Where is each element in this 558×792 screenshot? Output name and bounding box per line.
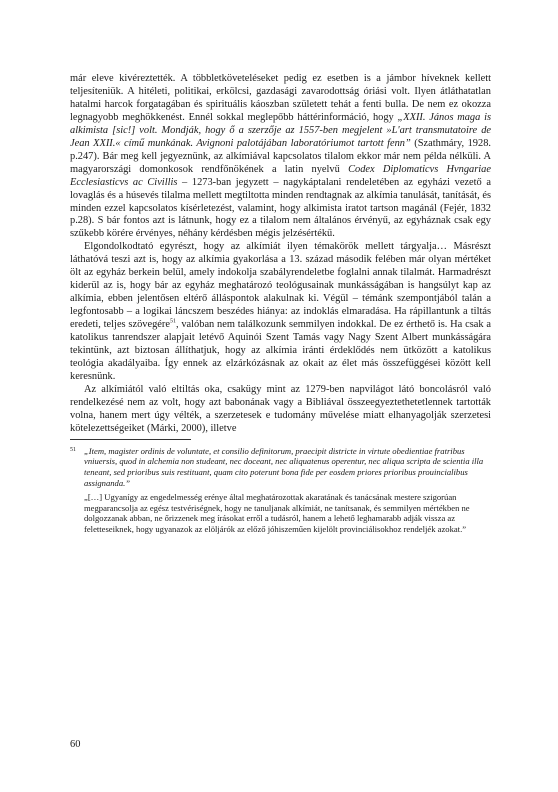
text-run: (Szathmáry, 1928. p.247). Bár meg kell jegyeznünk, az alkímiával kapcsolatos tilalom ekkor már nem példa nélküli. A magyarországi domonkosok rendfőnökének a latin nyelvű (70, 137, 491, 175)
footnote-divider (70, 439, 191, 440)
body-paragraph (70, 73, 491, 241)
footnote-number: 51 (70, 446, 76, 453)
body-paragraph (70, 384, 491, 436)
body-paragraph (70, 241, 491, 383)
footnote-reference[interactable]: 51 (169, 318, 176, 325)
page-number: 60 (70, 739, 81, 750)
text-run: már eleve kivéreztették. A többletköveteléseket pedig ez esetben is a jámbor híveknek kellett teljesíteniük. A hitéleti, politikai, erkölcsi, gazdasági zavarodottság óriási volt. Ilyen átláthatatlan hatalmi harcok forgatagában és spirituális káoszban született tehát a fenti bulla. De nem ez okozza legnagyobb meghökkenést. Ennél sokkal meglepőbb háttérinformáció, hogy (70, 73, 491, 123)
text-run: , valóban nem találkozunk semmilyen indokkal. De ez érthető is. Ha csak a katolikus tanrendszer alapjait letévő Aquinói Szent Tamás vagy Nagy Szent Albert munkásságára tekintünk, azt biztosan állíthatjuk, hogy az alkímia iránti érdeklődés nem ütközött a katolikus teológia akadályaiba. Így ennek az elzárkózásnak az okait az élet más összefüggései között kell keresnünk. (70, 319, 491, 382)
page-body (70, 73, 491, 538)
footnote-latin-text: „Item, magister ordinis de voluntate, et consilio definitorum, praecipit districte in virtute obedientiae fratribus vniuersis, quod in alchemia non studeant, nec doceant, nec aliquatenus operentur, nec aliqua scripta de scientia illa teneant, sed prioribus suis restituant, quam cito poterunt bona fide per eosdem priores prioribus prouincialibus assignanda.” (84, 445, 484, 489)
text-run: Az alkímiától való eltiltás oka, csakügy mint az 1279-ben napvilágot látó boncolásról való rendelkezésé nem az volt, hogy azt babonának vagy a Bibliával összeegyeztethetetlennek tartották volna, hanem mert úgy vélték, a szerzetesek e tudomány művelése miatt elhanyagolják szerzetesi kötelezettségeiket (Márki, 2000), illetve (70, 383, 491, 434)
footnote (70, 492, 491, 535)
italic-text: „XXII. János maga is alkimista [sic!] volt. Mondják, hogy ő a szerzője az 1557-ben megjelent »L'art transmutatoire de Jean XXII.« című munkának. Avignoni palotájában laboratóriumot tartott fenn” (70, 111, 492, 149)
footnote (70, 446, 491, 489)
text-run: – 1273-ban jegyzett – nagykáptalani rendeletében az egyházi vezető a lovaglás és a húsevés tilalma mellett megtiltotta minden rendtagnak az alkímia tanulását, tanítását, és minden ezzel kapcsolatos kísérletezést, valamint, hogy alkimista iratot tartson magánál (Fejér, 1832 p.28). S bár fontos azt is látnunk, hogy ez a tilalom nem általános érvényű, az egyháznak csak egy szűkebb körére érvényes, néhány kérdésben mégis jelzésértékű. (70, 176, 491, 240)
main-text (70, 73, 491, 436)
italic-text: Codex Diplomaticvs Hvngariae Ecclesiasticvs ac Civillis (70, 163, 491, 188)
footnote-text: „[…] Ugyanígy az engedelmesség erénye által meghatározottak akaratának és tanácsának mestere szigorúan megparancsolja az egész testvériségnek, hogy ne tanuljanak alkímiát, ne tanítsanak, és semmilyen mértékben ne dolgozzanak abban, ne őrizzenek meg írásokat erről a tudásról, hanem a lehető leghamarabb adják vissza az feletteseiknek, hogy ugyanazok az elöljárók az előző jóhiszeműen kijelölt provinciálisokhoz rendeljék azokat.” (84, 491, 470, 535)
footnotes (70, 446, 491, 535)
text-run: Elgondolkodtató egyrészt, hogy az alkímiát ilyen témakörök mellett tárgyalja… Másrészt láthatóvá teszi azt is, hogy az alkímia gyakorlása a 13. század második felében már olyan mértéket ölt az egyház berkein belül, amely indokolja szabályrendeletbe foglalni annak tilalmát. Harmadrészt kiderül az is, hogy bár az egyház meghatározó teológusainak munkásságában is hangsúlyt kap az alkímia, ebben jelentősen eltérő álláspontok alakulnak ki. Végül – témánk szempontjából talán a legfontosabb – a logikai láncszem beszédes hiánya: az indoklás elmaradása. Ha rápillantunk a tiltás eredeti, teljes szövegére (70, 241, 491, 331)
